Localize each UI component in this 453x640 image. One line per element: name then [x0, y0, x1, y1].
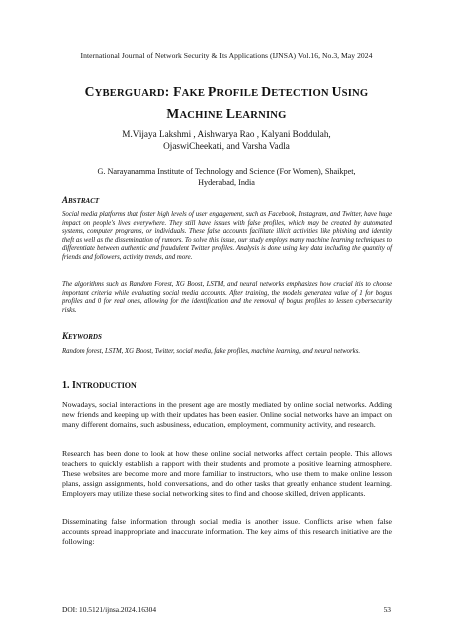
- affiliation-line: Hyderabad, India: [198, 178, 255, 188]
- title-smallcaps: ROFILE: [216, 88, 262, 99]
- section-heading-introduction: 1. INTRODUCTION: [62, 380, 137, 391]
- title-letter: P: [208, 84, 217, 99]
- author-list: [80, 128, 373, 153]
- title-letter: L: [225, 106, 236, 121]
- title-smallcaps: YBERGUARD: [94, 88, 165, 99]
- paper-title: [60, 82, 393, 126]
- authors-line: M.Vijaya Lakshmi , Aishwarya Rao , Kalyani Boddulah,: [122, 129, 331, 139]
- title-smallcaps: ACHINE: [179, 110, 226, 121]
- title-smallcaps: ETECTION: [271, 88, 332, 99]
- title-letter: M: [166, 106, 180, 121]
- journal-header: International Journal of Network Security & Its Applications (IJNSA) Vol.16, No.3, May 2024: [80, 51, 373, 60]
- body-paragraph: Research has been done to look at how these online social networks affect certain people. This allows teachers to quickly establish a rapport with their students and promote a positive learning atmosphere. These websites are become more and more familiar to instructors, who use them to make online lesson plans, assign assignments, hold conversations, and do other tasks that greatly enhance student learning. Employers may utilize these social networking sites to find and choose skilled, driven applicants.: [62, 449, 392, 498]
- title-letter: U: [331, 84, 342, 99]
- keywords-text: Random forest, LSTM, XG Boost, Twitter, social media, fake profiles, machine learning, and neural networks.: [62, 348, 361, 355]
- authors-line: OjaswiCheekati, and Varsha Vadla: [163, 141, 290, 152]
- page-number: 53: [383, 605, 391, 614]
- footer-doi: DOI: 10.5121/ijnsa.2024.16304: [62, 605, 157, 614]
- keywords-heading: KEYWORDS: [62, 331, 102, 341]
- title-letter: C: [84, 84, 95, 99]
- abstract-heading: ABSTRACT: [62, 195, 100, 205]
- body-paragraph: Disseminating false information through social media is another issue. Conflicts arise when false accounts spread inappropriate and inaccurate information. The key aims of this research initiative are the following:: [62, 517, 392, 546]
- body-paragraph: Nowadays, social interactions in the present age are mostly mediated by online social networks. Adding new friends and keeping up with their updates has been easier. Online social networks have an impact on many different domains, such asbusiness, education, employment, community activity, and research.: [62, 400, 392, 429]
- title-smallcaps: SING: [341, 88, 369, 99]
- title-smallcaps: AKE: [181, 88, 208, 99]
- title-smallcaps: EARNING: [235, 110, 287, 121]
- title-letter: D: [261, 84, 272, 99]
- abstract-paragraph: The algorithms such as Random Forest, XG Boost, LSTM, and neural networks emphasizes how crucial itis to choose important criteria while evaluating social media accounts. After training, the models generatea value of 1 for bogus profiles and 0 for real ones, allowing for the identification and the removal of bogus profiles to lessen cybersecurity risks.: [62, 281, 392, 314]
- affiliation-line: G. Narayanamma Institute of Technology and Science (For Women), Shaikpet,: [97, 167, 356, 176]
- affiliation: [70, 166, 383, 188]
- abstract-paragraph: Social media platforms that foster high levels of user engagement, such as Facebook, Instagram, and Twitter, have huge impact on people's lives everywhere. They still have issues with false profiles, which may be created by automated systems, computer programs, or individuals. These false accounts facilitate illicit activities like phishing and identity theft as well as the dissemination of rumors. To solve this issue, our study employs many machine learning techniques to differentiate between authentic and fraudulent Twitter profiles. Analysis is done using key data including the quantity of friends and followers, activity trends, and more.: [62, 211, 392, 261]
- title-letter: : F: [164, 84, 182, 99]
